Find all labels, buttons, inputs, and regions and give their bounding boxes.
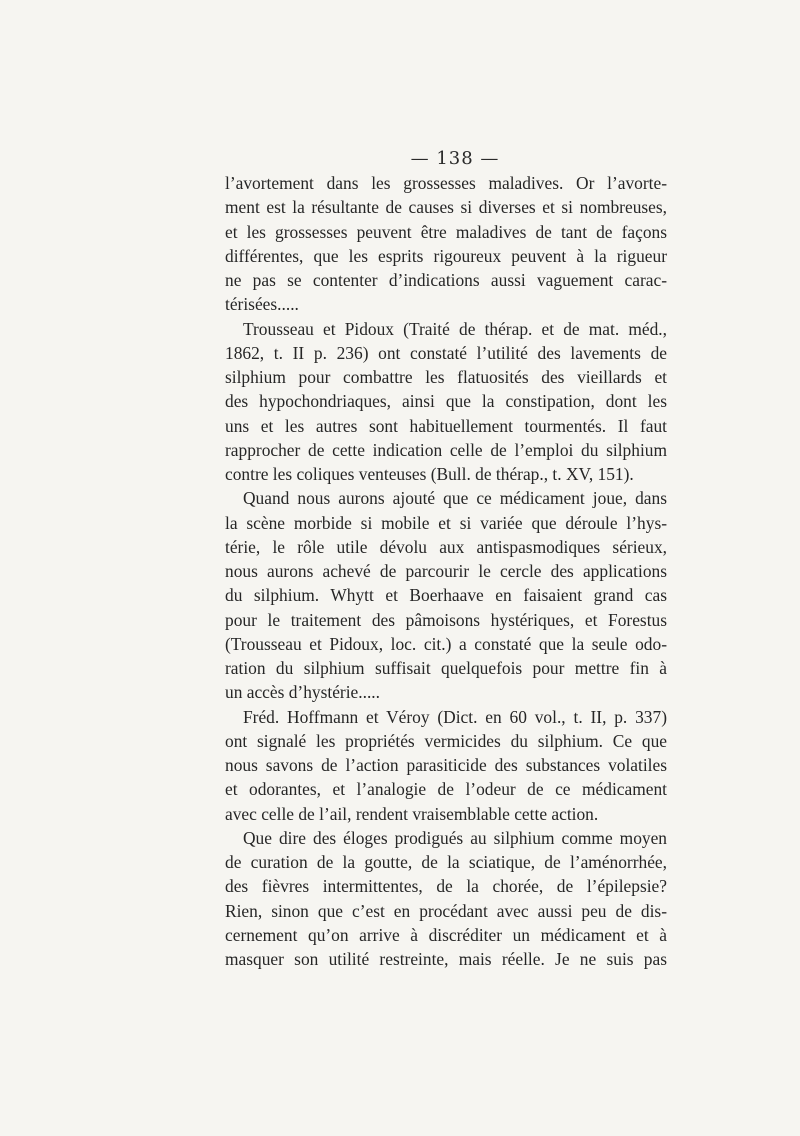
text-line: l’avortement dans les grossesses maladives. Or l’avorte- [225,173,667,193]
text-line: Quand nous aurons ajouté que ce médicament joue, dans [243,488,667,509]
text-line: ration du silphium suffisait quelquefois pour mettre fin à [225,658,667,678]
text-line: ont signalé les propriétés vermicides du silphium. Ce que [225,730,667,751]
text-line: nous savons de l’action parasiticide des substances volatiles [225,755,667,775]
text-line: Rien, sinon que c’est en procédant avec aussi peu de dis- [225,900,667,921]
page-number: — 138 — [410,148,500,169]
text-line: et les grossesses peuvent être maladives de tant de façons [225,221,667,242]
text-line: du silphium. Whytt et Boerhaave en faisaient grand cas [225,585,667,606]
text-line: cernement qu’on arrive à discréditer un médicament et à [225,924,667,945]
text-line: des hypochondriaques, ainsi que la constipation, dont les [225,391,667,412]
text-line: pour le traitement des pâmoisons hystériques, et Forestus [225,609,667,630]
text-line: Trousseau et Pidoux (Traité de thérap. et de mat. méd., [243,318,667,339]
text-line: térisées..... [225,294,299,315]
text-line: silphium pour combattre les flatuosités des vieillards et [225,367,667,387]
text-line: masquer son utilité restreinte, mais réelle. Je ne suis pas [225,949,667,969]
text-line: Fréd. Hoffmann et Véroy (Dict. en 60 vol., t. II, p. 337) [243,706,667,727]
text-line: térie, le rôle utile dévolu aux antispasmodiques sérieux, [225,536,667,557]
text-line: rapprocher de cette indication celle de l’emploi du silphium [225,439,667,460]
text-line: Que dire des éloges prodigués au silphium comme moyen [243,827,667,848]
text-line: (Trousseau et Pidoux, loc. cit.) a constaté que la seule odo- [225,633,667,654]
text-line: des fièvres intermittentes, de la chorée, de l’épilepsie? [225,876,667,897]
text-line: la scène morbide si mobile et si variée que déroule l’hys- [225,512,667,533]
text-line: ne pas se contenter d’indications aussi vaguement carac- [225,270,667,290]
text-line: nous aurons achevé de parcourir le cercle des applications [225,561,667,581]
text-line: contre les coliques venteuses (Bull. de thérap., t. XV, 151). [225,464,634,484]
text-line: et odorantes, et l’analogie de l’odeur de ce médicament [225,779,667,800]
text-line: avec celle de l’ail, rendent vraisemblable cette action. [225,803,599,824]
text-line: 1862, t. II p. 236) ont constaté l’utilité des lavements de [225,342,667,363]
text-line: différentes, que les esprits rigoureux peuvent à la rigueur [225,245,667,266]
text-line: de curation de la goutte, de la sciatique, de l’aménorrhée, [225,852,667,872]
text-line: ment est la résultante de causes si diverses et si nombreuses, [225,197,667,218]
text-line: un accès d’hystérie..... [225,682,381,703]
body-text [225,171,667,971]
text-line: uns et les autres sont habituellement tourmentés. Il faut [225,415,667,436]
